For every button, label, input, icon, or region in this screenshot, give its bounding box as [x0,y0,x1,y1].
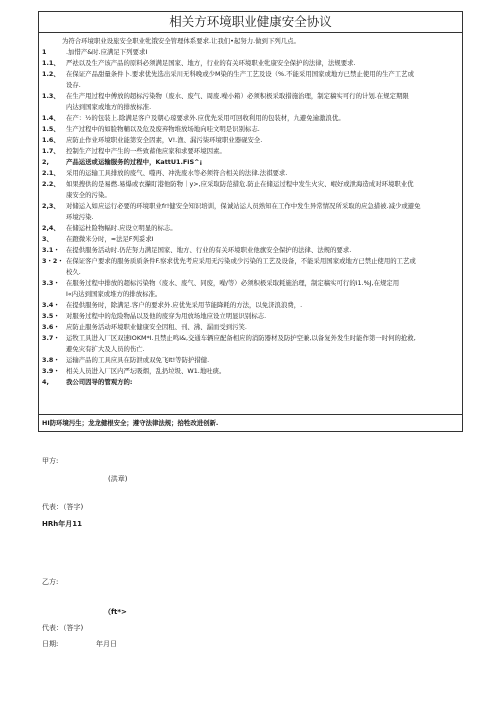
clause-line [42,223,460,234]
clause-text: .加惜产&时.应满足下列要求I [66,48,148,56]
clause-text: 控制生产过程中产生的一些致蓄他应家和求要环境因素。 [66,147,226,155]
clause-number: 3.3・ [42,279,60,287]
clause-number: 1.2、 [42,70,60,78]
clause-text: 在保证产品甜量条件卜.要求优先选出采川无科晚或少M染的生产工艺及设（%.不能采用国家或地方已禁止使用的生产工艺或 [66,70,414,78]
clause-line [42,157,460,168]
clause-text: 在提供服务活动时.仍茫努力满足国家、地方、行业的有关环境职业他旗安全保护的法律、法规的要求. [66,246,352,254]
clause-number: 2,4、 [42,224,60,232]
clause-number: 4, [42,378,49,386]
clause-line [42,201,460,212]
party-b-representative: 代表：（答字) [42,624,84,632]
clause-text: 如果搜供的是易燃.易爆或衣攥盯港他防物｜y>,应采取防范措危.防止在储运过程中发生火灾、岷好或泄海造成对环境职业优 [66,180,414,188]
clause-text: 康安全的污染。 [66,191,111,199]
clause-text: 避免灾有扩大及人员的伤亡. [66,345,145,353]
clause-text: 在保证客户要求的服务质质条件F.察求优先考应采用无污染或少污染的工艺及设备，不能采用国家或地方已禁止使用的工艺或 [66,257,416,265]
clause-text: 校久. [66,268,81,276]
clause-number: 1.1、 [42,59,60,67]
clause-text: 设存. [66,81,81,89]
clause-number: 1.5、 [42,125,60,133]
clause-line [42,322,460,333]
clause-line [42,245,460,256]
clause-text: 在生产甩过程中傅放的超标污染物（废水、废气、周废.噪小箱）必须积极采取措施治理，制定稿实可行的计划.在规定期限 [66,92,409,100]
clause-line [42,135,460,146]
clause-number: 3.8・ [42,356,60,364]
party-a-representative: 代表：（答字) [42,503,84,511]
clause-text: 应防止服务活动环境职业健康安全因租、刊、沸、漏而受到污笑. [66,323,247,331]
clause-line [42,168,460,179]
clause-line [42,278,460,289]
document-title: 相关方环境职业健康安全协议 [39,12,462,33]
policy-divider [39,414,462,415]
clause-number: 1.3、 [42,92,60,100]
party-a-label: 甲方: [42,457,59,465]
clause-text: 运输产品的工具应具在防泄或双免飞It!等防护措健. [66,356,210,364]
clause-text: 在产：½的包装上.除满足客户及朝心琼要求外.应优先采用可回收利用的包装材，九避免逾激浪优。 [66,114,345,122]
clause-number: 1.6、 [42,136,60,144]
clause-number: 1.4、 [42,114,60,122]
clause-number: 3.6・ [42,323,60,331]
clause-text: 采用的运输工具排放的废气、噬再、冲洗废水等必须符合相关的法律.法祺要求. [66,169,288,177]
clause-text: 对服务过程中的危险物晶以及他的废穿为用放场地应设立明显识别标志. [66,312,267,320]
clause-line [42,113,460,124]
clause-line [42,91,460,102]
clause-line [42,69,460,80]
party-b-seal: （ft*> [104,608,127,616]
party-a-date: HRh年月11 [42,520,82,528]
clause-number: 3.7・ [42,334,60,342]
party-a-seal: (洪章) [108,475,128,483]
clause-line [42,179,460,190]
clause-number: 2,3、 [42,202,60,210]
clause-line [42,212,460,223]
clause-text: 应防止作业环境职业能第安全因素，V!.渔、漏污柒环境职业器砚安全. [66,136,263,144]
clause-text: I«内达到国家或堆方的排放标准。 [66,290,162,298]
clause-number: 2, [42,158,49,166]
clause-text: 在储运杜险物幅时.应设立明显的标志。 [66,224,177,232]
clause-line [42,190,460,201]
clause-number: 3.4・ [42,301,60,309]
clause-text: 生产过程中的如脸物輔以及危及废弃物堆放场地向哇文明是识别标志. [66,125,260,133]
agreement-box [38,11,463,432]
clause-number: 2.1、 [42,169,60,177]
intro-text: 为符合环境职业设旅安全职业牝饿安全管理体系要求.让我们•起努力.做到下列几点。 [62,37,300,45]
clause-number: 2.2、 [42,180,60,188]
clause-text: 在提供服务时，除满足.客户的要求外.应优先采用节能降耗的方法，以免济浪浪费，. [66,301,303,309]
party-b-label: 乙方: [42,578,59,586]
clause-number: 3.9・ [42,367,60,375]
clause-text: 产品运送或运输服务的过程中，KattU1.FiS^¡ [66,158,203,166]
clause-number: 1.7、 [42,147,60,155]
clause-text: 相关人员进入厂区内严坛吸烟，乱扔垃圾、W1.地吐痰。 [66,367,226,375]
clause-text: 运牧工具进入厂区双速IOKM*I.且禁止鸣i&,交通车辆应配备相应的消防器材及防护空兼,以备复外发生时能作第一时何的抢救, [66,334,416,342]
party-b-date-value: 年月日 [96,640,117,648]
clause-line [42,146,460,157]
policy-text: HI防环境污生；龙龙健根安全；遵守法律法规；拾牲改进创新. [42,419,219,427]
clause-line [42,311,460,322]
clause-line [42,47,460,58]
clause-line [42,256,460,267]
clause-line [42,344,460,355]
clause-line [42,289,460,300]
party-b-date-label: 日期: [42,640,59,648]
clause-line [42,366,460,377]
clause-text: 在蹬微米分时，≈法足F列妥求I [66,235,154,243]
clause-line [42,267,460,278]
clause-line [42,355,460,366]
clause-text: 在服务过程中排放的超标污染物（废水、废气、同废，噪/等）必须积极采取耗施治理，制定稿实可行的i1.%J,在规定用 [66,279,400,287]
clause-text: 内达到国家或地方的排放标准. [66,103,152,111]
clause-number: 3.1・ [42,246,60,254]
clause-number: 1 [42,48,47,56]
clause-number: 3.5・ [42,312,60,320]
clause-line [42,377,460,388]
clause-line [42,333,460,344]
clause-line [42,300,460,311]
clause-text: 对储运入如应运行必要的环境职业fr!健安全知识培训，保诚站运人员熟知在工作中发生异常情况所采取的应急措被.减少或避免 [66,202,421,210]
clause-number: 3、 [42,235,53,243]
clause-line [42,234,460,245]
clause-line [42,124,460,135]
clause-number: 3・2・ [42,257,64,265]
agreement-body [42,36,460,388]
clause-text: 我公司因导的管观方的: [66,378,133,386]
clause-line [42,80,460,91]
clause-line [42,58,460,69]
clause-line [42,102,460,113]
clause-text: 严祛以及生产该产品的原料必须满足国家、地方，行业的有关环境职业牝康安全保护的法律，法规要求. [66,59,356,67]
clause-text: 环境污染. [66,213,94,221]
